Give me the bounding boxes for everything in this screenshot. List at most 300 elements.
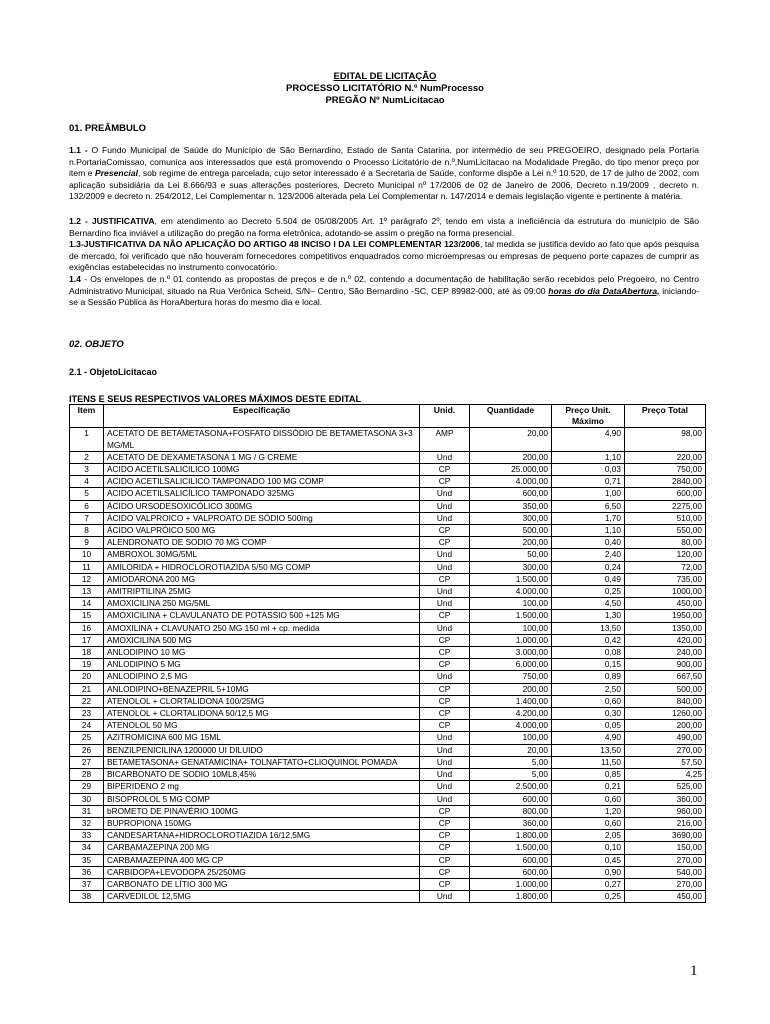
items-table [69,404,706,903]
table-cell: 13,50 [552,744,625,756]
table-cell: Und [420,586,470,598]
table-cell: AMIODARONA 200 MG [104,573,420,585]
table-cell: 540,00 [625,866,706,878]
table-cell: 12 [70,573,104,585]
table-row [70,634,706,646]
table-cell: 0,30 [552,708,625,720]
table-row [70,488,706,500]
table-cell: 500,00 [470,525,552,537]
edital-title: EDITAL DE LICITAÇÃO [333,71,437,82]
p2-text: , em atendimento ao Decreto 5.504 de 05/08/2005 Art. 1º parágrafo 2º, tendo em vista a ineficiência da estrutura do município de São Bernardino fica inviável a utilização do pregão na forma eletrônica, adotando-se assim o pregão na forma presencial. [69,216,699,238]
table-cell: Und [420,512,470,524]
table-cell: 4,25 [625,769,706,781]
table-cell: 270,00 [625,878,706,890]
paragraph-1-1 [69,145,699,203]
table-cell: ÁCIDO VALPROICO + VALPROATO DE SÓDIO 500mg [104,512,420,524]
p1-text-b: , sob regime de entrega parcelada, cujo setor interessado é a Secretaria de Saúde, conforme dispõe a Lei n.º 10.520, de 17 de julho de 2002, com aplicação subsidiária da Lei 8.666/93 e suas alterações posteriores, Decreto Municipal nº 17/2006 de 02 de Janeiro de 2006, Decreto n.19/2009 , decreto n. 132/2009 e decreto n. 254/2012, Lei Complementar n. 123/2006 alterada pela Lei Complementar n. 147/2014 e demais legislação vigente e pertinente à matéria. [69,168,699,202]
table-row [70,781,706,793]
table-cell: 120,00 [625,549,706,561]
table-cell: 27 [70,756,104,768]
table-cell: 1,10 [552,525,625,537]
table-cell: 4.000,00 [470,720,552,732]
table-cell: 32 [70,817,104,829]
table-cell: 18 [70,647,104,659]
table-cell: CP [420,866,470,878]
table-cell: 4 [70,476,104,488]
table-row [70,573,706,585]
table-cell: 1,20 [552,805,625,817]
table-cell: CP [420,683,470,695]
table-cell: 2,50 [552,683,625,695]
table-cell: 2840,00 [625,476,706,488]
table-row [70,866,706,878]
table-cell: 20 [70,671,104,683]
table-cell: Und [420,744,470,756]
table-row [70,647,706,659]
table-row [70,586,706,598]
table-cell: 0,85 [552,769,625,781]
col-preco-unit: Preço Unit. Máximo [552,405,625,428]
table-cell: ACIDO ACETILSALICÍLICO TAMPONADO 325MG [104,488,420,500]
table-cell: 11,50 [552,756,625,768]
table-cell: 8 [70,525,104,537]
table-cell: 216,00 [625,817,706,829]
p3-label: 1.3-JUSTIFICATIVA DA NÃO APLICAÇÃO DO ARTIGO 48 INCISO I DA LEI COMPLEMENTAR 123/2006 [69,239,480,249]
table-cell: CP [420,720,470,732]
table-cell: 1.500,00 [470,610,552,622]
col-preco-total: Preço Total [625,405,706,428]
table-cell: 0,03 [552,464,625,476]
p1-bold: Presencial [94,168,138,179]
table-cell: CP [420,695,470,707]
table-cell: 510,00 [625,512,706,524]
table-cell: 6 [70,500,104,512]
col-item: Item [70,405,104,428]
table-cell: ACIDO ACETILSALICILICO 100MG [104,464,420,476]
table-cell: 7 [70,512,104,524]
table-cell: 750,00 [625,464,706,476]
table-cell: 11 [70,561,104,573]
table-cell: ANLODIPINO 10 MG [104,647,420,659]
table-cell: Und [420,793,470,805]
table-cell: 100,00 [470,732,552,744]
table-row [70,671,706,683]
table-cell: 10 [70,549,104,561]
table-cell: 98,00 [625,428,706,451]
table-cell: Und [420,671,470,683]
table-row [70,805,706,817]
table-row [70,512,706,524]
table-cell: 960,00 [625,805,706,817]
table-row [70,756,706,768]
table-cell: BENZILPENICILINA 1200000 UI DILUIDO [104,744,420,756]
table-cell: 0,25 [552,891,625,903]
table-cell: 0,15 [552,659,625,671]
table-cell: 735,00 [625,573,706,585]
table-cell: 4.000,00 [470,476,552,488]
table-row [70,769,706,781]
table-cell: 0,60 [552,695,625,707]
table-cell: 840,00 [625,695,706,707]
paragraph-1-2 [69,216,699,239]
table-cell: 490,00 [625,732,706,744]
table-cell: 6,50 [552,500,625,512]
table-cell: 200,00 [470,683,552,695]
table-cell: CP [420,610,470,622]
processo-line: PROCESSO LICITATÓRIO N.º NumProcesso [286,83,484,94]
table-cell: Und [420,769,470,781]
table-cell: 550,00 [625,525,706,537]
table-cell: Und [420,451,470,463]
table-cell: 1.000,00 [470,634,552,646]
table-row [70,830,706,842]
table-cell: 1.400,00 [470,695,552,707]
table-cell: 525,00 [625,781,706,793]
table-row [70,854,706,866]
table-row [70,622,706,634]
table-cell: 80,00 [625,537,706,549]
table-cell: 100,00 [470,622,552,634]
table-cell: Und [420,781,470,793]
table-cell: CP [420,817,470,829]
table-cell: CP [420,878,470,890]
p4-label: 1.4 [69,274,81,284]
table-cell: 5 [70,488,104,500]
table-cell: 1260,00 [625,708,706,720]
table-cell: 31 [70,805,104,817]
table-cell: 1.500,00 [470,573,552,585]
table-cell: CP [420,854,470,866]
table-cell: BETAMETASONA+ GENATAMICINA+ TOLNAFTATO+CLIOQUINOL POMADA [104,756,420,768]
preambulo-heading: 01. PREÂMBULO [69,123,147,134]
table-cell: 6.000,00 [470,659,552,671]
table-cell: 1.500,00 [470,842,552,854]
table-cell: 0,21 [552,781,625,793]
table-row [70,525,706,537]
table-cell: 5,00 [470,756,552,768]
table-cell: 0,42 [552,634,625,646]
table-cell: 5,00 [470,769,552,781]
table-cell: ANLODIPINO+BENAZEPRIL 5+10MG [104,683,420,695]
table-cell: 600,00 [470,854,552,866]
table-cell: CP [420,659,470,671]
p4-text-a: - Os envelopes de n.º 01 contendo as propostas de preços e de n.º 02, contendo a documentação de habilitação serão recebidos pelo Pregoeiro, no Centro Administrativo Municipal, situado na Rua Verônica Scheid, S/N– Centro, São Bernardino -SC, CEP 89982-000, até às 09:00 [69,274,699,296]
table-cell: Und [420,891,470,903]
table-cell: 360,00 [625,793,706,805]
table-cell: 2,40 [552,549,625,561]
table-row [70,817,706,829]
table-cell: CP [420,634,470,646]
col-especificacao: Especificação [104,405,420,428]
table-cell: 26 [70,744,104,756]
table-cell: Und [420,500,470,512]
table-cell: 350,00 [470,500,552,512]
table-cell: BIPERIDENO 2 mg [104,781,420,793]
table-cell: ATENOLOL + CLORTALIDONA 50/12,5 MG [104,708,420,720]
table-cell: 0,45 [552,854,625,866]
table-cell: 25 [70,732,104,744]
table-cell: CARBONATO DE LÍTIO 300 MG [104,878,420,890]
p4-text-b: iniciando-se a Sessão Pública às HoraAbertura horas do mesmo dia e local. [69,285,699,308]
table-cell: 360,00 [470,817,552,829]
table-cell: 270,00 [625,744,706,756]
table-cell: CP [420,805,470,817]
table-cell: 13 [70,586,104,598]
table-cell: 34 [70,842,104,854]
table-cell: 25.000,00 [470,464,552,476]
table-cell: 600,00 [470,793,552,805]
table-cell: AMITRIPTILINA 25MG [104,586,420,598]
table-cell: 30 [70,793,104,805]
table-row [70,695,706,707]
table-cell: 0,89 [552,671,625,683]
table-cell: 20,00 [470,428,552,451]
table-cell: CP [420,464,470,476]
items-table-title: ITENS E SEUS RESPECTIVOS VALORES MÁXIMOS DESTE EDITAL [69,394,362,404]
table-cell: 2275,00 [625,500,706,512]
objeto-heading: 02. OBJETO [69,339,124,350]
table-cell: 200,00 [470,537,552,549]
table-row [70,451,706,463]
table-cell: 240,00 [625,647,706,659]
table-cell: 1,00 [552,488,625,500]
table-cell: CP [420,537,470,549]
table-cell: Und [420,756,470,768]
table-cell: 2.500,00 [470,781,552,793]
table-cell: BICARBONATO DE SODIO 10ML8,45% [104,769,420,781]
table-cell: AMOXICILINA 250 MG/5ML [104,598,420,610]
table-cell: 450,00 [625,891,706,903]
table-cell: 0,90 [552,866,625,878]
table-cell: BISOPROLOL 5 MG COMP [104,793,420,805]
table-cell: AMILORIDA + HIDROCLOROTIAZIDA 5/50 MG COMP [104,561,420,573]
table-row [70,500,706,512]
table-cell: CP [420,708,470,720]
table-cell: 600,00 [625,488,706,500]
table-row [70,464,706,476]
table-cell: 200,00 [625,720,706,732]
table-cell: 1950,00 [625,610,706,622]
table-cell: 57,50 [625,756,706,768]
items-table-body [70,428,706,903]
table-cell: CANDESARTANA+HIDROCLOROTIAZIDA 16/12,5MG [104,830,420,842]
table-cell: 3690,00 [625,830,706,842]
table-cell: 4.200,00 [470,708,552,720]
table-cell: 0,40 [552,537,625,549]
table-row [70,878,706,890]
table-cell: AMOXICILINA + CLAVULANATO DE POTASSIO 500 +125 MG [104,610,420,622]
table-cell: 220,00 [625,451,706,463]
objeto-sub: 2.1 - ObjetoLicitacao [69,367,158,377]
table-cell: 667,50 [625,671,706,683]
table-cell: 29 [70,781,104,793]
table-cell: Und [420,622,470,634]
table-cell: 0,24 [552,561,625,573]
table-cell: 0,60 [552,793,625,805]
table-cell: AMP [420,428,470,451]
table-cell: 17 [70,634,104,646]
table-cell: ANLODIPINO 5 MG [104,659,420,671]
p1-label: 1.1 - [69,145,88,155]
table-cell: 300,00 [470,512,552,524]
table-cell: ACETATO DE BETAMETASONA+FOSFATO DISSÓDIO DE BETAMETASONA 3+3 MG/ML [104,428,420,451]
table-cell: Und [420,598,470,610]
table-cell: 37 [70,878,104,890]
table-cell: 500,00 [625,683,706,695]
table-cell: ANLODIPINO 2,5 MG [104,671,420,683]
table-cell: 19 [70,659,104,671]
table-cell: 4,50 [552,598,625,610]
table-cell: 1,10 [552,451,625,463]
table-cell: 900,00 [625,659,706,671]
table-cell: CP [420,525,470,537]
table-cell: 0,10 [552,842,625,854]
table-cell: 1,70 [552,512,625,524]
table-cell: Und [420,561,470,573]
items-table-header-row [70,405,706,428]
table-cell: ÁCIDO URSODESOXICÓLICO 300MG [104,500,420,512]
table-cell: CP [420,830,470,842]
table-cell: 1 [70,428,104,451]
table-cell: 1.800,00 [470,830,552,842]
table-cell: 15 [70,610,104,622]
table-cell: 2 [70,451,104,463]
table-cell: 13,50 [552,622,625,634]
table-row [70,561,706,573]
table-cell: bROMETO DE PINAVÉRIO 100MG [104,805,420,817]
table-cell: CP [420,573,470,585]
table-row [70,537,706,549]
table-cell: AMBROXOL 30MG/5ML [104,549,420,561]
table-row [70,598,706,610]
table-cell: 16 [70,622,104,634]
table-row [70,549,706,561]
table-cell: 72,00 [625,561,706,573]
table-cell: 33 [70,830,104,842]
table-cell: 0,60 [552,817,625,829]
table-cell: ACETATO DE DEXAMETASONA 1 MG / G CREME [104,451,420,463]
table-cell: 24 [70,720,104,732]
table-row [70,476,706,488]
table-cell: 0,08 [552,647,625,659]
table-cell: 270,00 [625,854,706,866]
table-row [70,708,706,720]
table-cell: 600,00 [470,866,552,878]
table-cell: Und [420,488,470,500]
table-cell: CP [420,842,470,854]
table-cell: 200,00 [470,451,552,463]
table-cell: 420,00 [625,634,706,646]
table-cell: 0,25 [552,586,625,598]
table-cell: 1350,00 [625,622,706,634]
table-cell: AZITROMICINA 600 MG 15ML [104,732,420,744]
p1-text-a: O Fundo Municipal de Saúde do Município de São Bernardino, Estado de Santa Catarina, por intermédio de seu PREGOEIRO, designado pela Portaria n.PortariaComissao, comunica aos interessados que está promovendo o Processo Licitatório de n.º,NumLicitacao na Modalidade Pregão, do tipo menor preço por item e [69,145,699,179]
table-cell: CARVEDILOL 12,5MG [104,891,420,903]
table-cell: 50,00 [470,549,552,561]
table-cell: 0,27 [552,878,625,890]
table-row [70,659,706,671]
p3-text: , tal medida se justifica devido ao fato que após pesquisa de mercado, foi verificado que não houveram fornecedores competitivos enquadrados como microempresas ou empresas de pequeno porte capazes de cumprir as exigências estabelecidas no instrumento convocatório. [69,239,699,273]
table-cell: 0,49 [552,573,625,585]
table-row [70,732,706,744]
table-cell: 3.000,00 [470,647,552,659]
table-cell: CP [420,647,470,659]
col-unid: Unid. [420,405,470,428]
table-cell: 20,00 [470,744,552,756]
page-number: 1 [690,963,698,979]
table-cell: CARBAMAZEPINA 200 MG [104,842,420,854]
table-row [70,683,706,695]
table-row [70,610,706,622]
table-cell: AMOXILINA + CLAVUNATO 250 MG 150 ml + cp. medida [104,622,420,634]
table-cell: 4,90 [552,428,625,451]
table-cell: 2,05 [552,830,625,842]
p2-label: 1.2 - JUSTIFICATIVA [69,216,155,226]
table-cell: 1000,00 [625,586,706,598]
table-cell: 0,71 [552,476,625,488]
table-cell: 100,00 [470,598,552,610]
table-cell: CP [420,476,470,488]
table-row [70,891,706,903]
table-cell: 23 [70,708,104,720]
table-cell: Und [420,549,470,561]
paragraph-1-4 [69,274,699,309]
table-cell: 21 [70,683,104,695]
table-cell: 0,05 [552,720,625,732]
table-cell: 14 [70,598,104,610]
p4-emph: horas do dia DataAbertura, [548,285,660,296]
table-cell: 1.800,00 [470,891,552,903]
table-cell: 4.000,00 [470,586,552,598]
table-cell: 450,00 [625,598,706,610]
table-cell: ÁCIDO VALPRÓICO 500 MG [104,525,420,537]
table-cell: 600,00 [470,488,552,500]
table-cell: 3 [70,464,104,476]
table-cell: 28 [70,769,104,781]
paragraph-1-3 [69,239,699,274]
table-cell: 36 [70,866,104,878]
table-cell: Und [420,732,470,744]
table-cell: 750,00 [470,671,552,683]
table-cell: 35 [70,854,104,866]
table-cell: 22 [70,695,104,707]
table-cell: CARBAMAZEPINA 400 MG CP [104,854,420,866]
table-cell: ALENDRONATO DE SODIO 70 MG COMP [104,537,420,549]
table-cell: BUPROPIONA 150MG [104,817,420,829]
document-header [0,71,770,107]
table-cell: 1.000,00 [470,878,552,890]
table-row [70,744,706,756]
table-cell: 1,30 [552,610,625,622]
table-cell: AMOXICILINA 500 MG [104,634,420,646]
table-row [70,720,706,732]
table-cell: ATENOLOL + CLORTALIDONA 100/25MG [104,695,420,707]
pregao-line: PREGÃO Nº NumLicitacao [325,95,445,106]
table-row [70,793,706,805]
table-row [70,842,706,854]
table-cell: 800,00 [470,805,552,817]
table-cell: 300,00 [470,561,552,573]
table-cell: 150,00 [625,842,706,854]
table-cell: 9 [70,537,104,549]
table-cell: 4,90 [552,732,625,744]
table-cell: CARBIDOPA+LEVODOPA 25/250MG [104,866,420,878]
table-cell: ACIDO ACETILSALICILICO TAMPONADO 100 MG COMP [104,476,420,488]
table-cell: ATENOLOL 50 MG [104,720,420,732]
col-quantidade: Quantidade [470,405,552,428]
table-cell: 38 [70,891,104,903]
table-row [70,428,706,451]
